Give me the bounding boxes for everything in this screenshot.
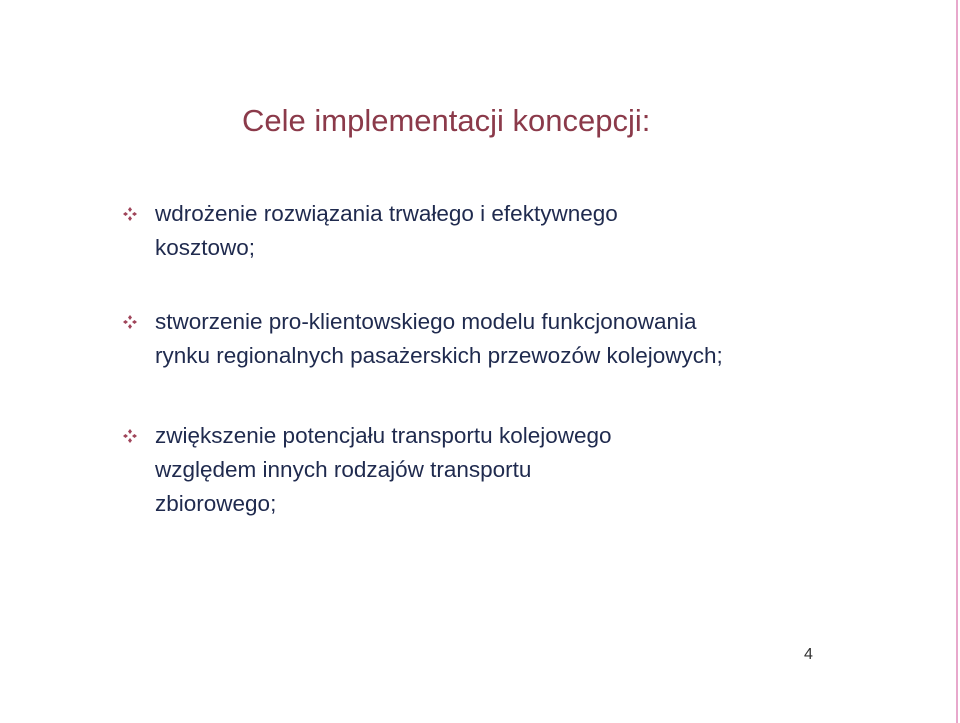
slide-title: Cele implementacji koncepcji: — [242, 103, 651, 138]
bullet-line: zwiększenie potencjału transportu kolejowego — [155, 423, 612, 448]
bullet-line: wdrożenie rozwiązania trwałego i efektywnego — [155, 201, 618, 226]
diamond-bullet-icon — [122, 428, 138, 444]
bullet-line: stworzenie pro-klientowskiego modelu funkcjonowania — [155, 309, 697, 334]
bullet-item — [122, 197, 618, 265]
bullet-line: zbiorowego; — [155, 491, 277, 516]
bullet-line: względem innych rodzajów transportu — [155, 457, 532, 482]
bullet-text — [155, 197, 618, 265]
bullet-item — [122, 419, 612, 521]
bullet-item — [122, 305, 723, 373]
diamond-bullet-icon — [122, 206, 138, 222]
page-edge-line — [956, 0, 958, 723]
bullet-text — [155, 305, 723, 373]
bullet-line: rynku regionalnych pasażerskich przewozów kolejowych; — [155, 343, 723, 368]
page-number: 4 — [804, 646, 813, 663]
diamond-bullet-icon — [122, 314, 138, 330]
bullet-text — [155, 419, 612, 521]
bullet-line: kosztowo; — [155, 235, 256, 260]
